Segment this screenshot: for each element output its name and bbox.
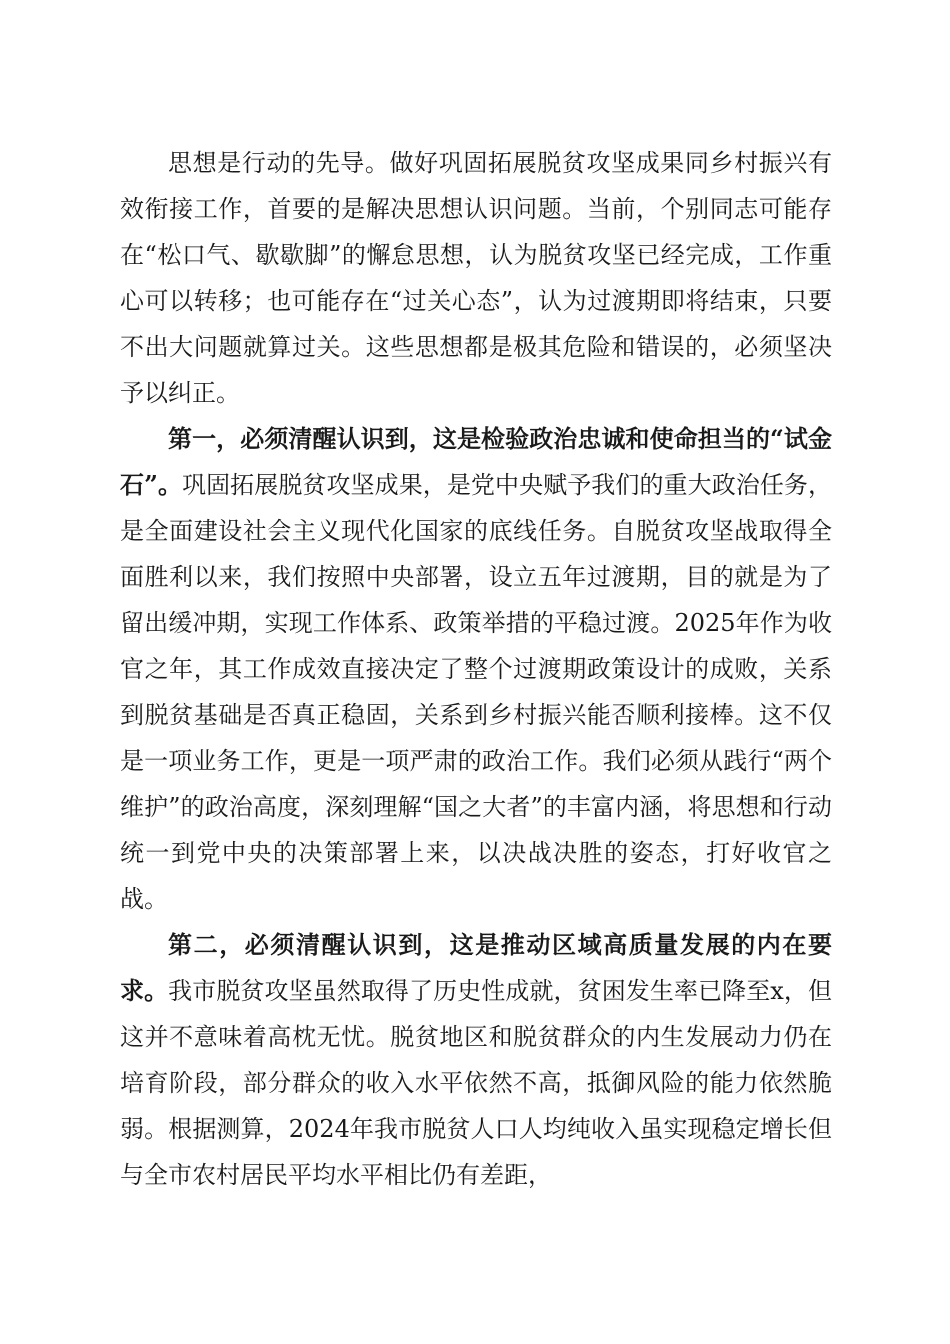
paragraph-1 xyxy=(120,140,832,416)
paragraph-2-text: 巩固拓展脱贫攻坚成果，是党中央赋予我们的重大政治任务，是全面建设社会主义现代化国家的底线任务。自脱贫攻坚战取得全面胜利以来，我们按照中央部署，设立五年过渡期，目的就是为了留出缓冲期，实现工作体系、政策举措的平稳过渡。2025年作为收官之年，其工作成效直接决定了整个过渡期政策设计的成败，关系到脱贫基础是否真正稳固，关系到乡村振兴能否顺利接棒。这不仅是一项业务工作，更是一项严肃的政治工作。我们必须从践行“两个维护”的政治高度，深刻理解“国之大者”的丰富内涵，将思想和行动统一到党中央的决策部署上来，以决战决胜的姿态，打好收官之战。 xyxy=(120,471,832,913)
paragraph-3-lead: 第二，必须清醒认识到，这是推动区域高质量发展的内在要求。 xyxy=(120,930,832,1005)
paragraph-1-text: 思想是行动的先导。做好巩固拓展脱贫攻坚成果同乡村振兴有效衔接工作，首要的是解决思想认识问题。当前，个别同志可能存在“松口气、歇歇脚”的懈怠思想，认为脱贫攻坚已经完成，工作重心可以转移；也可能存在“过关心态”，认为过渡期即将结束，只要不出大问题就算过关。这些思想都是极其危险和错误的，必须坚决予以纠正。 xyxy=(120,149,832,407)
paragraph-3-text: 我市脱贫攻坚虽然取得了历史性成就，贫困发生率已降至x，但这并不意味着高枕无忧。脱贫地区和脱贫群众的内生发展动力仍在培育阶段，部分群众的收入水平依然不高，抵御风险的能力依然脆弱。根据测算，2024年我市脱贫人口人均纯收入虽实现稳定增长但与全市农村居民平均水平相比仍有差距， xyxy=(120,977,832,1189)
paragraph-3 xyxy=(120,922,832,1198)
document-body xyxy=(120,140,832,1198)
paragraph-2-lead: 第一，必须清醒认识到，这是检验政治忠诚和使命担当的“试金石”。 xyxy=(120,424,832,499)
paragraph-2 xyxy=(120,416,832,922)
